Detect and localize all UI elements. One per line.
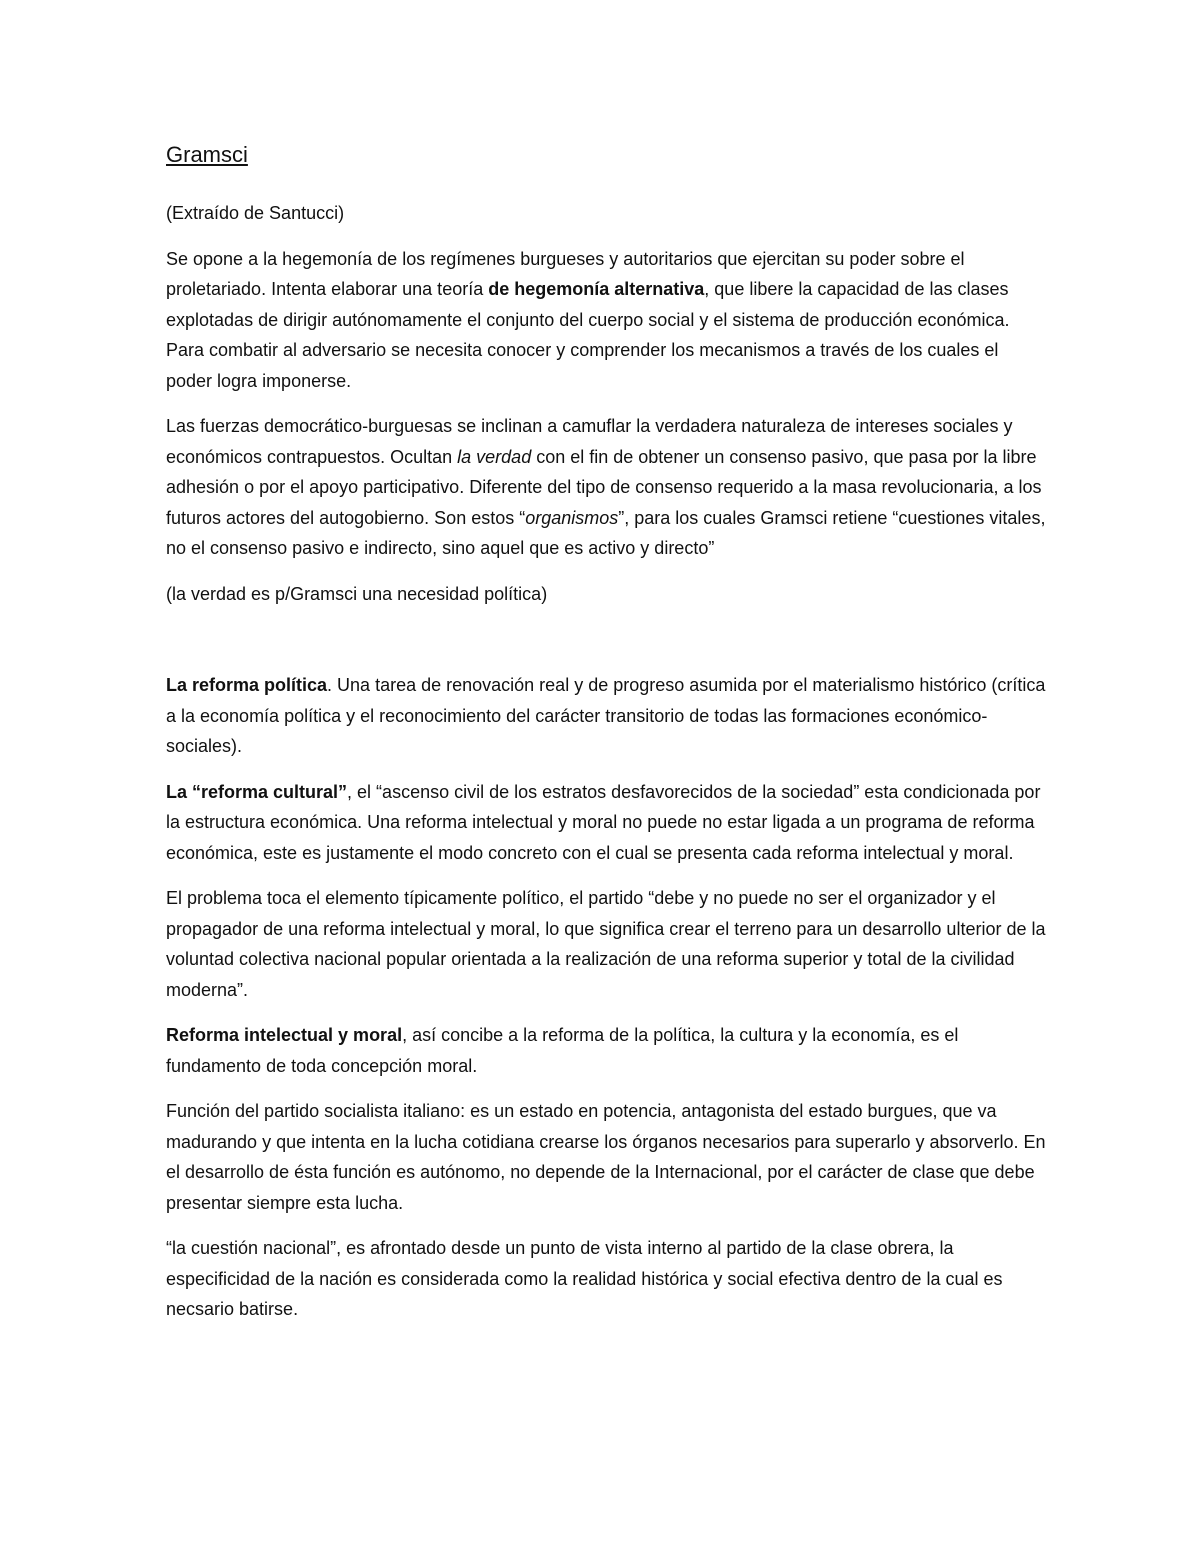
paragraph-intellectual-moral-reform bbox=[166, 1020, 1046, 1081]
paragraph-socialist-party: Función del partido socialista italiano: es un estado en potencia, antagonista del estado burgues, que va madurando y que intenta en la lucha cotidiana crearse los órganos necesarios para superarlo y absorverlo. En el desarrollo de ésta función es autónomo, no depende de la Internacional, por el carácter de clase que debe presentar siempre esta lucha. bbox=[166, 1101, 1046, 1213]
paragraph-hegemony bbox=[166, 244, 1046, 397]
bold-phrase: La “reforma cultural” bbox=[166, 781, 348, 802]
source-note: (Extraído de Santucci) bbox=[166, 203, 345, 223]
bold-phrase: La reforma política bbox=[166, 675, 328, 695]
paragraph-text: , el “ascenso civil de los estratos desfavorecidos de la sociedad” esta condicionada por la estructura económica. Una reforma intelectual y moral no puede no estar ligada a un programa de reforma económica, este es justamente el modo concreto con el cual se presenta cada reforma intelectual y moral. bbox=[166, 781, 1041, 863]
bold-phrase: de hegemonía alternativa bbox=[488, 279, 705, 299]
paragraph-national-question: “la cuestión nacional”, es afrontado desde un punto de vista interno al partido de la clase obrera, la especificidad de la nación es considerada como la realidad histórica y social efectiva dentro de la cual es necsario batirse. bbox=[166, 1238, 1003, 1319]
document-title: Gramsci bbox=[166, 142, 248, 167]
paragraph-party-problem: El problema toca el elemento típicamente político, el partido “debe y no puede no ser el organizador y el propagador de una reforma intelectual y moral, lo que significa crear el terreno para un desarrollo ulterior de la voluntad colectiva nacional popular orientada a la realización de una reforma superior y total de la civilidad moderna”. bbox=[166, 888, 1046, 1000]
paragraph-text: Las fuerzas democrático-burguesas se inclinan a camuflar la verdadera naturaleza de intereses sociales y económicos contrapuestos. Ocultan bbox=[166, 416, 1013, 467]
bold-phrase: Reforma intelectual y moral bbox=[166, 1025, 403, 1045]
paragraph-text: , así concibe a la reforma de la política, la cultura y la economía, es el fundamento de toda concepción moral. bbox=[166, 1025, 959, 1076]
paragraph-text: Se opone a la hegemonía de los regímenes burgueses y autoritarios que ejercitan su poder sobre el proletariado. Intenta elaborar una teoría bbox=[166, 248, 965, 299]
paragraph-democratic-forces bbox=[166, 411, 1046, 564]
paragraph-political-reform bbox=[166, 670, 1046, 762]
document-page bbox=[166, 138, 1046, 1340]
paragraph-text: , que libere la capacidad de las clases explotadas de dirigir autónomamente el conjunto del cuerpo social y el sistema de producción económica. Para combatir al adversario se necesita conocer y comprender los mecanismos a través de los cuales el poder logra imponerse. bbox=[166, 279, 1010, 391]
paragraph-truth-note: (la verdad es p/Gramsci una necesidad política) bbox=[166, 583, 548, 604]
paragraph-text: con el fin de obtener un consenso pasivo, que pasa por la libre adhesión o por el apoyo participativo. Diferente del tipo de consenso requerido a la masa revolucionaria, a los futuros actores del autogobierno. Son estos “ bbox=[166, 446, 1042, 528]
paragraph-text: ”, para los cuales Gramsci retiene “cuestiones vitales, no el consenso pasivo e indirecto, sino aquel que es activo y directo” bbox=[166, 507, 1046, 558]
italic-phrase: organismos bbox=[525, 507, 619, 528]
blank-line bbox=[166, 624, 1046, 670]
italic-phrase: la verdad bbox=[457, 446, 532, 467]
paragraph-text: . Una tarea de renovación real y de progreso asumida por el materialismo histórico (crítica a la economía política y el reconocimiento del carácter transitorio de todas las formaciones económico-sociales). bbox=[166, 675, 1046, 756]
paragraph-cultural-reform bbox=[166, 777, 1046, 869]
